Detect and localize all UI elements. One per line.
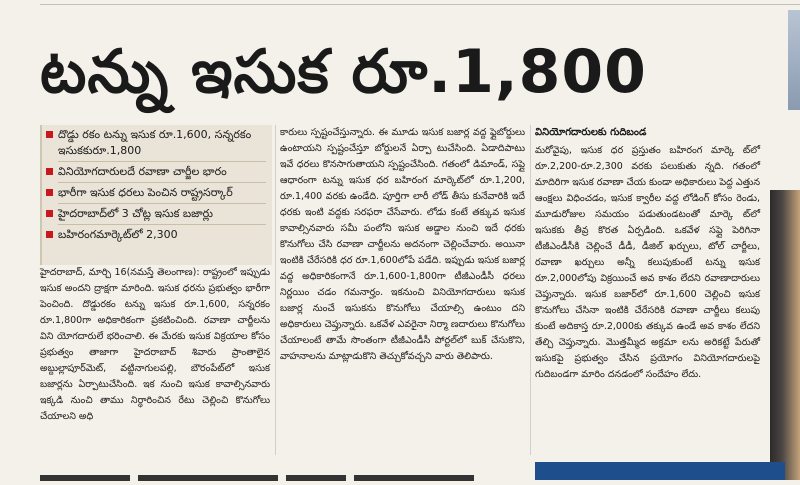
highlight-item <box>42 164 272 180</box>
highlight-item <box>42 206 272 222</box>
next-article-strip <box>40 466 520 480</box>
bullet-icon <box>46 231 53 238</box>
adjacent-photo-edge <box>770 190 800 480</box>
highlight-text: భారీగా ఇసుక ధరలు పెంచిన రాష్ట్రసర్కార్ <box>58 186 233 199</box>
bullet-icon <box>46 210 53 217</box>
article-column-2 <box>280 125 525 365</box>
highlight-item <box>42 227 272 243</box>
top-rule <box>40 4 800 5</box>
divider <box>58 224 266 225</box>
divider <box>58 203 266 204</box>
highlight-text: వినియోగదారులదే రవాణా చార్జీల భారం <box>58 165 227 178</box>
article-paragraph: కారులు స్పష్టంచేస్తున్నారు. ఈ మూడు ఇసుక బజార్ల వద్ద ఫ్లైబోర్డులు ఉంటాయని స్పష్టంచేస్తూ బోర్డులనే ఏర్పా టుచేసింది. ఏడాదిపాటు ఇవే ధరలు కొనసాగుతాయని స్పష్టంచేసింది. గతంలో డిమాండ్, సప్లై ఆధారంగా టన్ను ఇసుక ధర బహిరంగ మార్కెట్‌లో రూ.1,200, రూ.1,400 వరకు ఉండేది. పూర్తిగా లారీ లోడ్ తీసు కునేవారికి ఇదే ధరకు ఇంటి వద్దకు సరఫరా చేసేవారు. లోడు కంటే తక్కువ ఇసుక కావాల్సినవారు సమీ పంలోని ఇసుక అడ్డాల నుంచి ఇదే ధరకు కొనుగోలు చేసి రవాణా చార్జీలను అదనంగా చెల్లించేవారు. అయినా ఇంటికి చేరేసరికి ధర రూ.1,600లోపే పడేది. ఇప్పుడు ఇసుక బజార్ల వద్ద అధికారికంగానే రూ.1,600-1,800గా టీజీఎండీసీ ధరలు నిర్ణయిం చడం గమనార్హం. ఇకనుంచి వినియోగదారులు ఇసుక బజార్ల నుంచే ఇసుకను కొనుగోలు చేయాల్సి ఉంటుం దని అధికారులు చెప్తున్నారు. ఒకవేళ ఎవరైనా నిర్మా ణదారులు కొనుగోలు చేయాలంటే తామే సొంతంగా టీజీఎండీసీ పోర్టల్‌లో బుక్ చేసుకొని, వాహనాలను మాట్లాడుకొని తెచ్చుకోవచ్చని వారు తెలిపారు. <box>280 127 525 362</box>
highlight-text: బహిరంగమార్కెట్‌లో 2,300 <box>58 228 178 241</box>
article-column-3 <box>535 125 760 383</box>
column-divider <box>530 125 531 455</box>
bullet-icon <box>46 168 53 175</box>
column-divider <box>275 125 276 455</box>
highlights-box <box>40 125 272 265</box>
highlight-item <box>42 127 272 159</box>
article-paragraph: మరోవైపు, ఇసుక ధర ప్రస్తుతం బహిరంగ మార్కె ట్‌లో రూ.2,200-రూ.2,300 వరకు పలుకుతు న్నది. గతంలో మాదిరిగా ఇసుక రవాణా చేయ కుండా అధికారులు పెద్ద ఎత్తున ఆంక్షలు విధించడం, ఇసుక క్వారీల వద్ద లోడింగ్ కోసం రెండు, మూడురోజుల సమయం పడుతుండటంతో మార్కె ట్‌లో ఇసుకకు తీవ్ర కొరత ఏర్పడింది. ఒకవేళ సప్లై పెరిగినా టీజీఎండీసీకి చెల్లించే డీడీ, డీజిల్ ఖర్చులు, టోల్ చార్జీలు, రవాణా ఖర్చులు అన్నీ కలుపుకుంటే టన్ను ఇసుక రూ.2,000లోపు విక్రయించే అవ కాశం లేదని రవాణాదారులు చెప్తున్నారు. ఇసుక బజార్‌లో రూ.1,600 చెల్లించి ఇసుక కొనుగోలు చేసినా ఇంటికి చేరేసరికి రవాణా చార్జీలు కలుపు కుంటే అదికాస్త రూ.2,000కు తక్కువ ఉండే అవ కాశం లేదని తేల్చి చెప్తున్నారు. మొత్తమ్మీద అక్రమా లను అరికట్టే పేరుతో ఇసుకపై ప్రభుత్వం చేసిన ప్రయోగం వినియోగదారులపై గుదిబండగా మారిం దనడంలో సందేహం లేదు. <box>535 145 760 380</box>
adjacent-banner <box>535 462 785 480</box>
article-column-1 <box>40 265 270 425</box>
bullet-icon <box>46 131 53 138</box>
headline: టన్ను ఇసుక రూ.1,800 <box>40 37 647 107</box>
highlight-item <box>42 185 272 201</box>
divider <box>58 182 266 183</box>
divider <box>58 161 266 162</box>
bullet-icon <box>46 189 53 196</box>
article-paragraph: హైదరాబాద్, మార్చి 16(నమస్తే తెలంగాణ): రాష్ట్రంలో ఇప్పుడు ఇసుక అందని ద్రాక్షగా మారింది. ఇసుక ధరను ప్రభుత్వం భారీగా పెంచింది. దొడ్డురకం టన్ను ఇసుక రూ.1,600, సన్నరకం రూ.1,800గా అధికారికంగా ప్రకటించింది. రవాణా చార్జీలను విని యోగదారులే భరించాలి. ఈ మేరకు ఇసుక విక్రయాల కోసం ప్రభుత్వం తాజాగా హైదరాబాద్ శివారు ప్రాంతాలైన అబ్దుల్లాపూర్‌మెట్, వట్టినాగులపల్లి, బౌరంపేట్‌లో ఇసుక బజార్లను ఏర్పాటుచేసింది. ఇక నుంచి ఇసుక కావాల్సినవారు ఇక్కడి నుంచి తాము నిర్ధారించిన రేటు చెల్లించి కొనుగోలు చేయాలని అధి <box>40 267 270 422</box>
adjacent-photo-edge <box>788 10 800 110</box>
highlight-text: దొడ్డు రకం టన్ను ఇసుక రూ.1,600, సన్నరకం ఇసుకకురూ.1,800 <box>58 128 252 157</box>
subheading: వినియోగదారులకు గుదిబండ <box>535 127 647 138</box>
highlight-text: హైదరాబాద్‌లో 3 చోట్ల ఇసుక బజార్లు <box>58 207 213 220</box>
